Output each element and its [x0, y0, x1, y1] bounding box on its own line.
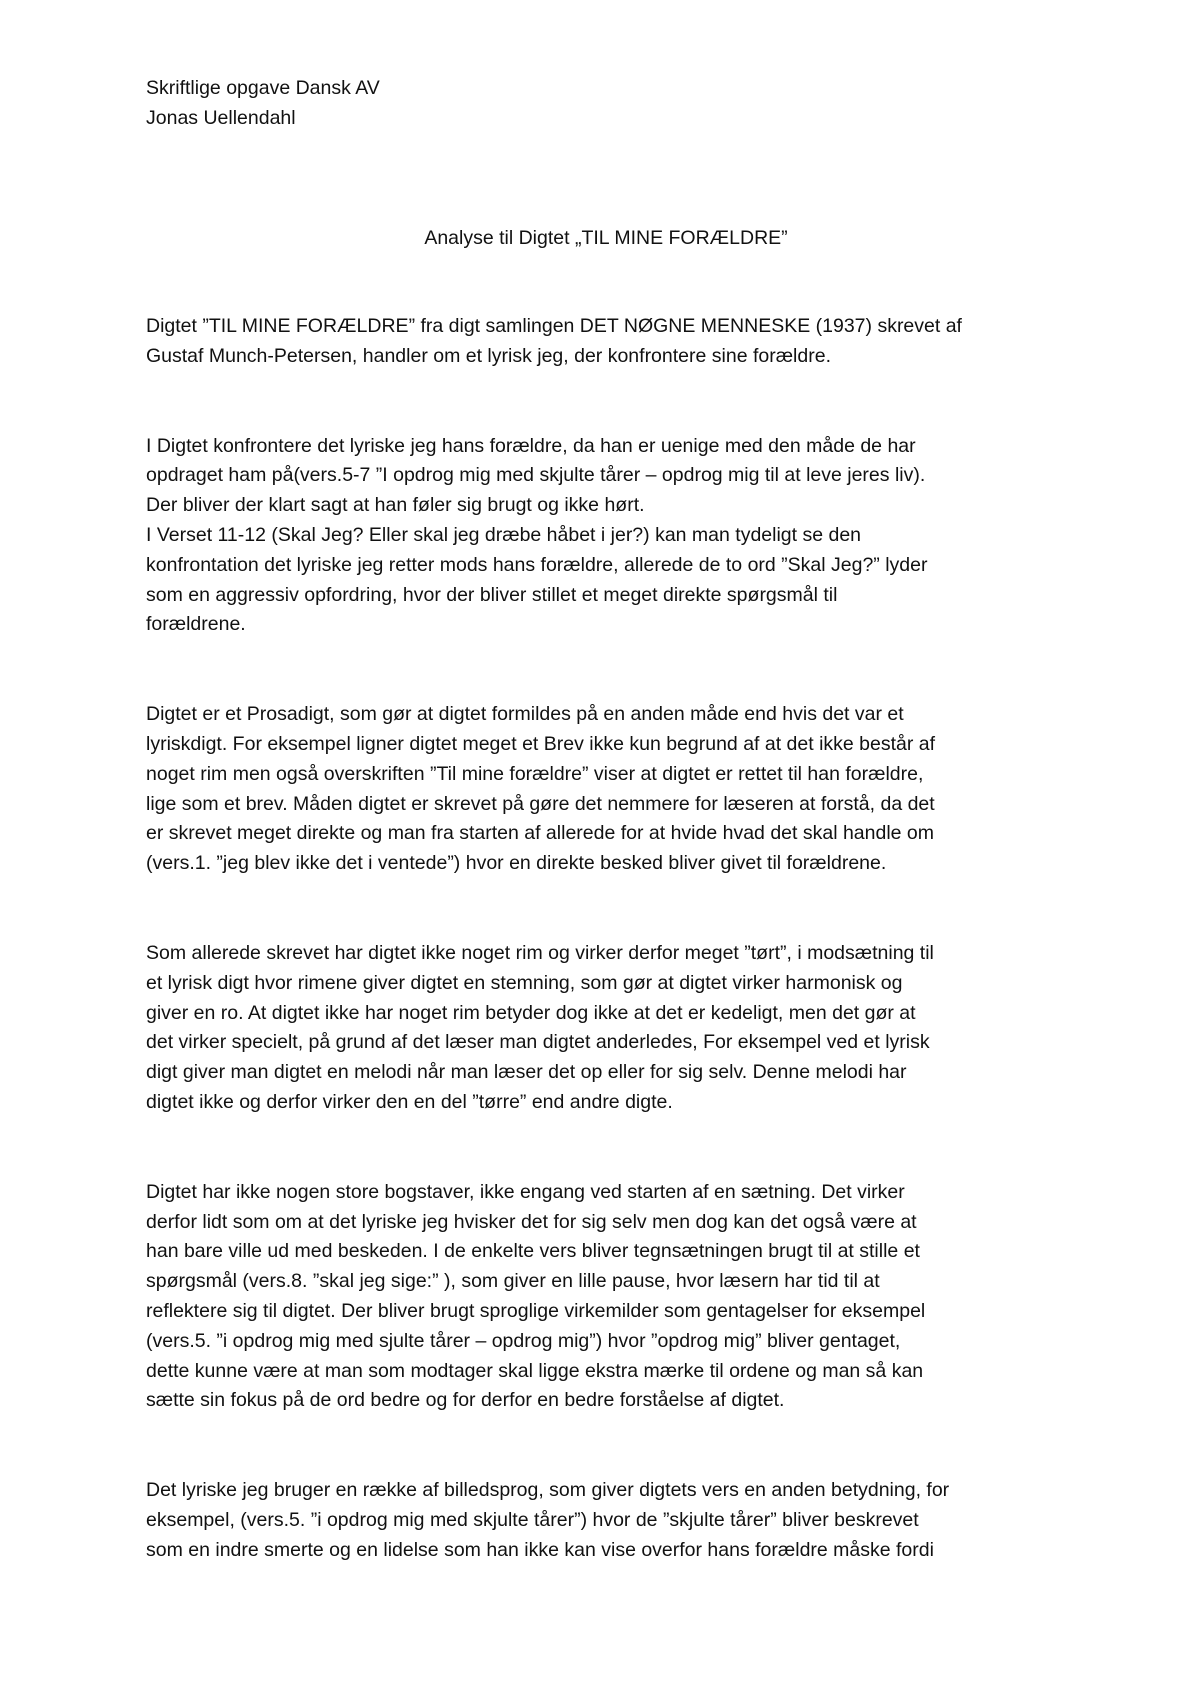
paragraph-imagery: [146, 1476, 1066, 1565]
text-line: I Verset 11-12 (Skal Jeg? Eller skal jeg dræbe håbet i jer?) kan man tydeligt se den: [146, 523, 862, 546]
text-line: giver en ro. At digtet ikke har noget rim betyder dog ikke at det er kedeligt, men det gør at: [146, 1001, 916, 1024]
document-title: Analyse til Digtet „TIL MINE FORÆLDRE”: [424, 227, 788, 249]
text-line: sætte sin fokus på de ord bedre og for derfor en bedre forståelse af digtet.: [146, 1389, 785, 1412]
text-line: han bare ville ud med beskeden. I de enkelte vers bliver tegnsætningen brugt til at stille et: [146, 1240, 920, 1263]
text-line: Digtet er et Prosadigt, som gør at digtet formildes på en anden måde end hvis det var et: [146, 703, 904, 726]
text-line: lige som et brev. Måden digtet er skrevet på gøre det nemmere for læseren at forstå, da det: [146, 792, 935, 815]
paragraph-confrontation: [146, 432, 1066, 641]
text-line: lyriskdigt. For eksempel ligner digtet meget et Brev ikke kun begrund af at det ikke består af: [146, 732, 936, 755]
text-line: forældrene.: [146, 613, 246, 636]
text-line: I Digtet konfrontere det lyriske jeg hans forældre, da han er uenige med den måde de har: [146, 434, 916, 457]
text-line: eksempel, (vers.5. ”i opdrog mig med skjulte tårer”) hvor de ”skjulte tårer” bliver beskrevet: [146, 1508, 919, 1531]
document-header: [146, 74, 1066, 134]
text-line: som en aggressiv opfordring, hvor der bliver stillet et meget direkte spørgsmål til: [146, 583, 838, 606]
paragraph-rhyme: [146, 939, 1066, 1118]
text-line: (vers.1. ”jeg blev ikke det i ventede”) hvor en direkte besked bliver givet til forældrene.: [146, 852, 887, 875]
text-line: konfrontation det lyriske jeg retter mods hans forældre, allerede de to ord ”Skal Jeg?” lyder: [146, 553, 928, 576]
text-line: Gustaf Munch-Petersen, handler om et lyrisk jeg, der konfrontere sine forældre.: [146, 344, 831, 367]
text-line: derfor lidt som om at det lyriske jeg hvisker det for sig selv men dog kan det også være at: [146, 1210, 917, 1233]
document-body: [146, 312, 1066, 1626]
header-line-author: Jonas Uellendahl: [146, 106, 296, 129]
text-line: er skrevet meget direkte og man fra starten af allerede for at hvide hvad det skal handle om: [146, 822, 935, 845]
text-line: Digtet har ikke nogen store bogstaver, ikke engang ved starten af en sætning. Det virker: [146, 1180, 905, 1203]
text-line: et lyrisk digt hvor rimene giver digtet en stemning, som gør at digtet virker harmonisk og: [146, 971, 903, 994]
text-line: Digtet ”TIL MINE FORÆLDRE” fra digt samlingen DET NØGNE MENNESKE (1937) skrevet af: [146, 315, 962, 337]
header-line-course: Skriftlige opgave Dansk AV: [146, 77, 380, 99]
text-line: digtet ikke og derfor virker den en del ”tørre” end andre digte.: [146, 1090, 673, 1113]
text-line: spørgsmål (vers.8. ”skal jeg sige:” ), som giver en lille pause, hvor læsern har tid til at: [146, 1270, 880, 1293]
text-line: Der bliver der klart sagt at han føler sig brugt og ikke hørt.: [146, 494, 645, 517]
text-line: det virker specielt, på grund af det læser man digtet anderledes, For eksempel ved et lyrisk: [146, 1031, 930, 1054]
paragraph-intro: [146, 312, 1066, 372]
paragraph-prose-poem: [146, 700, 1066, 879]
paragraph-punctuation: [146, 1178, 1066, 1416]
text-line: opdraget ham på(vers.5-7 ”I opdrog mig med skjulte tårer – opdrog mig til at leve jeres liv).: [146, 464, 926, 487]
text-line: Det lyriske jeg bruger en række af billedsprog, som giver digtets vers en anden betydning, for: [146, 1479, 950, 1502]
text-line: som en indre smerte og en lidelse som han ikke kan vise overfor hans forældre måske fordi: [146, 1538, 934, 1561]
text-line: noget rim men også overskriften ”Til mine forældre” viser at digtet er rettet til han forældre,: [146, 762, 924, 785]
text-line: digt giver man digtet en melodi når man læser det op eller for sig selv. Denne melodi har: [146, 1061, 907, 1084]
text-line: (vers.5. ”i opdrog mig med sjulte tårer – opdrog mig”) hvor ”opdrog mig” bliver gentaget,: [146, 1329, 901, 1352]
text-line: reflektere sig til digtet. Der bliver brugt sproglige virkemilder som gentagelser for eksempel: [146, 1299, 926, 1322]
text-line: Som allerede skrevet har digtet ikke noget rim og virker derfor meget ”tørt”, i modsætning til: [146, 941, 934, 964]
text-line: dette kunne være at man som modtager skal ligge ekstra mærke til ordene og man så kan: [146, 1359, 924, 1382]
